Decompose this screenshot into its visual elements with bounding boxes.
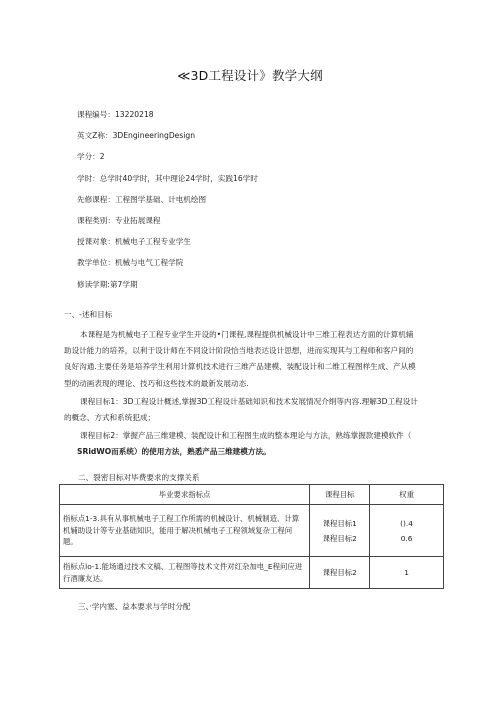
meta-audience: 授课对象：机械电子工程专业学生 [77,237,191,247]
section-heading-overview: 一、-述和目标 [64,310,113,319]
table-row [60,505,444,557]
paragraph-overview [64,327,444,392]
goal-label: 课程目标1 [322,518,357,528]
goal-cell [310,557,370,589]
weight-value: ().4 [400,518,413,528]
table-row [60,557,444,589]
table-header-row [60,485,444,505]
paragraph-line: SRidWO而系统）的使用方法，熟悉产品三维建模方法。 [77,447,271,457]
section-heading-content: 三、·学内塞、益本要求与学时分配 [78,602,191,611]
goal-label: 课程目标2 [322,533,357,543]
paragraph-line: 课程目标1：3D工程设计概述,掌握3D工程设计基础知识和技术发展情况介绢等内容.理解3D工程设计 [80,397,418,406]
weight-value: 1 [404,568,409,577]
paragraph-goal-1 [64,394,444,426]
section-heading-support: 二、裂密目标对毕费要求的支撑关系 [78,473,200,482]
document-title: ≪3D工程设计》教学大纲 [177,68,323,83]
indicator-cell: 指标点lo-1.能场通过技术文稿、工程图等技术文件对红杂加电_E程问应进行酒廉友达。 [60,557,310,589]
meta-course-code: 课程编号：13220218 [77,110,154,119]
meta-credits: 学分：2 [77,152,105,162]
weight-cell [370,557,444,589]
paragraph-line: 本课程是为机械电子工程专业学生开设的•门课程,课程提供机械设计中三维工程表达方面的计算机辅 [80,330,414,339]
paragraph-line: 的概念、方式和系统犯成； [64,413,156,423]
requirements-table [59,484,444,589]
weight-value: 0.6 [400,533,413,543]
meta-department: 教学单位：机械与电气工程学院 [77,258,184,268]
weight-cell [370,505,444,557]
meta-semester: 修读学期:第7学期 [77,279,138,289]
paragraph-line: 课程目标2：掌握产品三维建模、装配设计和工程图生成的整本理论与方法，熟练掌握款建模软件（ [80,431,412,440]
meta-hours: 学时：总学时40学时，其中理论24学时，实践16学时 [77,173,258,183]
goal-label: 课程目标2 [322,568,357,577]
paragraph-line: 助设计能力的培养，以利于设计师在不同设计阶段恰当地表达设计思想，进而实现其与工程师和客户间的 [64,346,414,356]
goal-cell [310,505,370,557]
header-indicator: 毕业要求指标点 [60,485,310,505]
paragraph-goal-2 [64,428,444,460]
paragraph-line: 型的动画表现的理论、技巧和这些技术的最新发展动态. [64,378,249,388]
indicator-cell: 指标点1-3.具有从事机械电子工程工作所需的机械设计、机械制造、计算机辅助设计等专业基础知识，能用于解决机械电子工程领域复杂工程问题。 [60,505,310,557]
header-goal: 课程目标 [310,485,370,505]
meta-english-name: 英文Z称：3DEngineeringDesign [77,131,196,141]
header-weight: 权重 [370,485,444,505]
paragraph-line: 良好沟通.主要任务是培养学生利用计算机技术进行三维产品建模、装配设计和二维工程图样生成、产从模 [64,362,416,372]
course-meta [77,104,258,295]
meta-category: 课程类别：专业拓展课程 [77,216,161,226]
meta-prerequisites: 先修课程：工程图学基础、计电机绘图 [77,194,207,204]
